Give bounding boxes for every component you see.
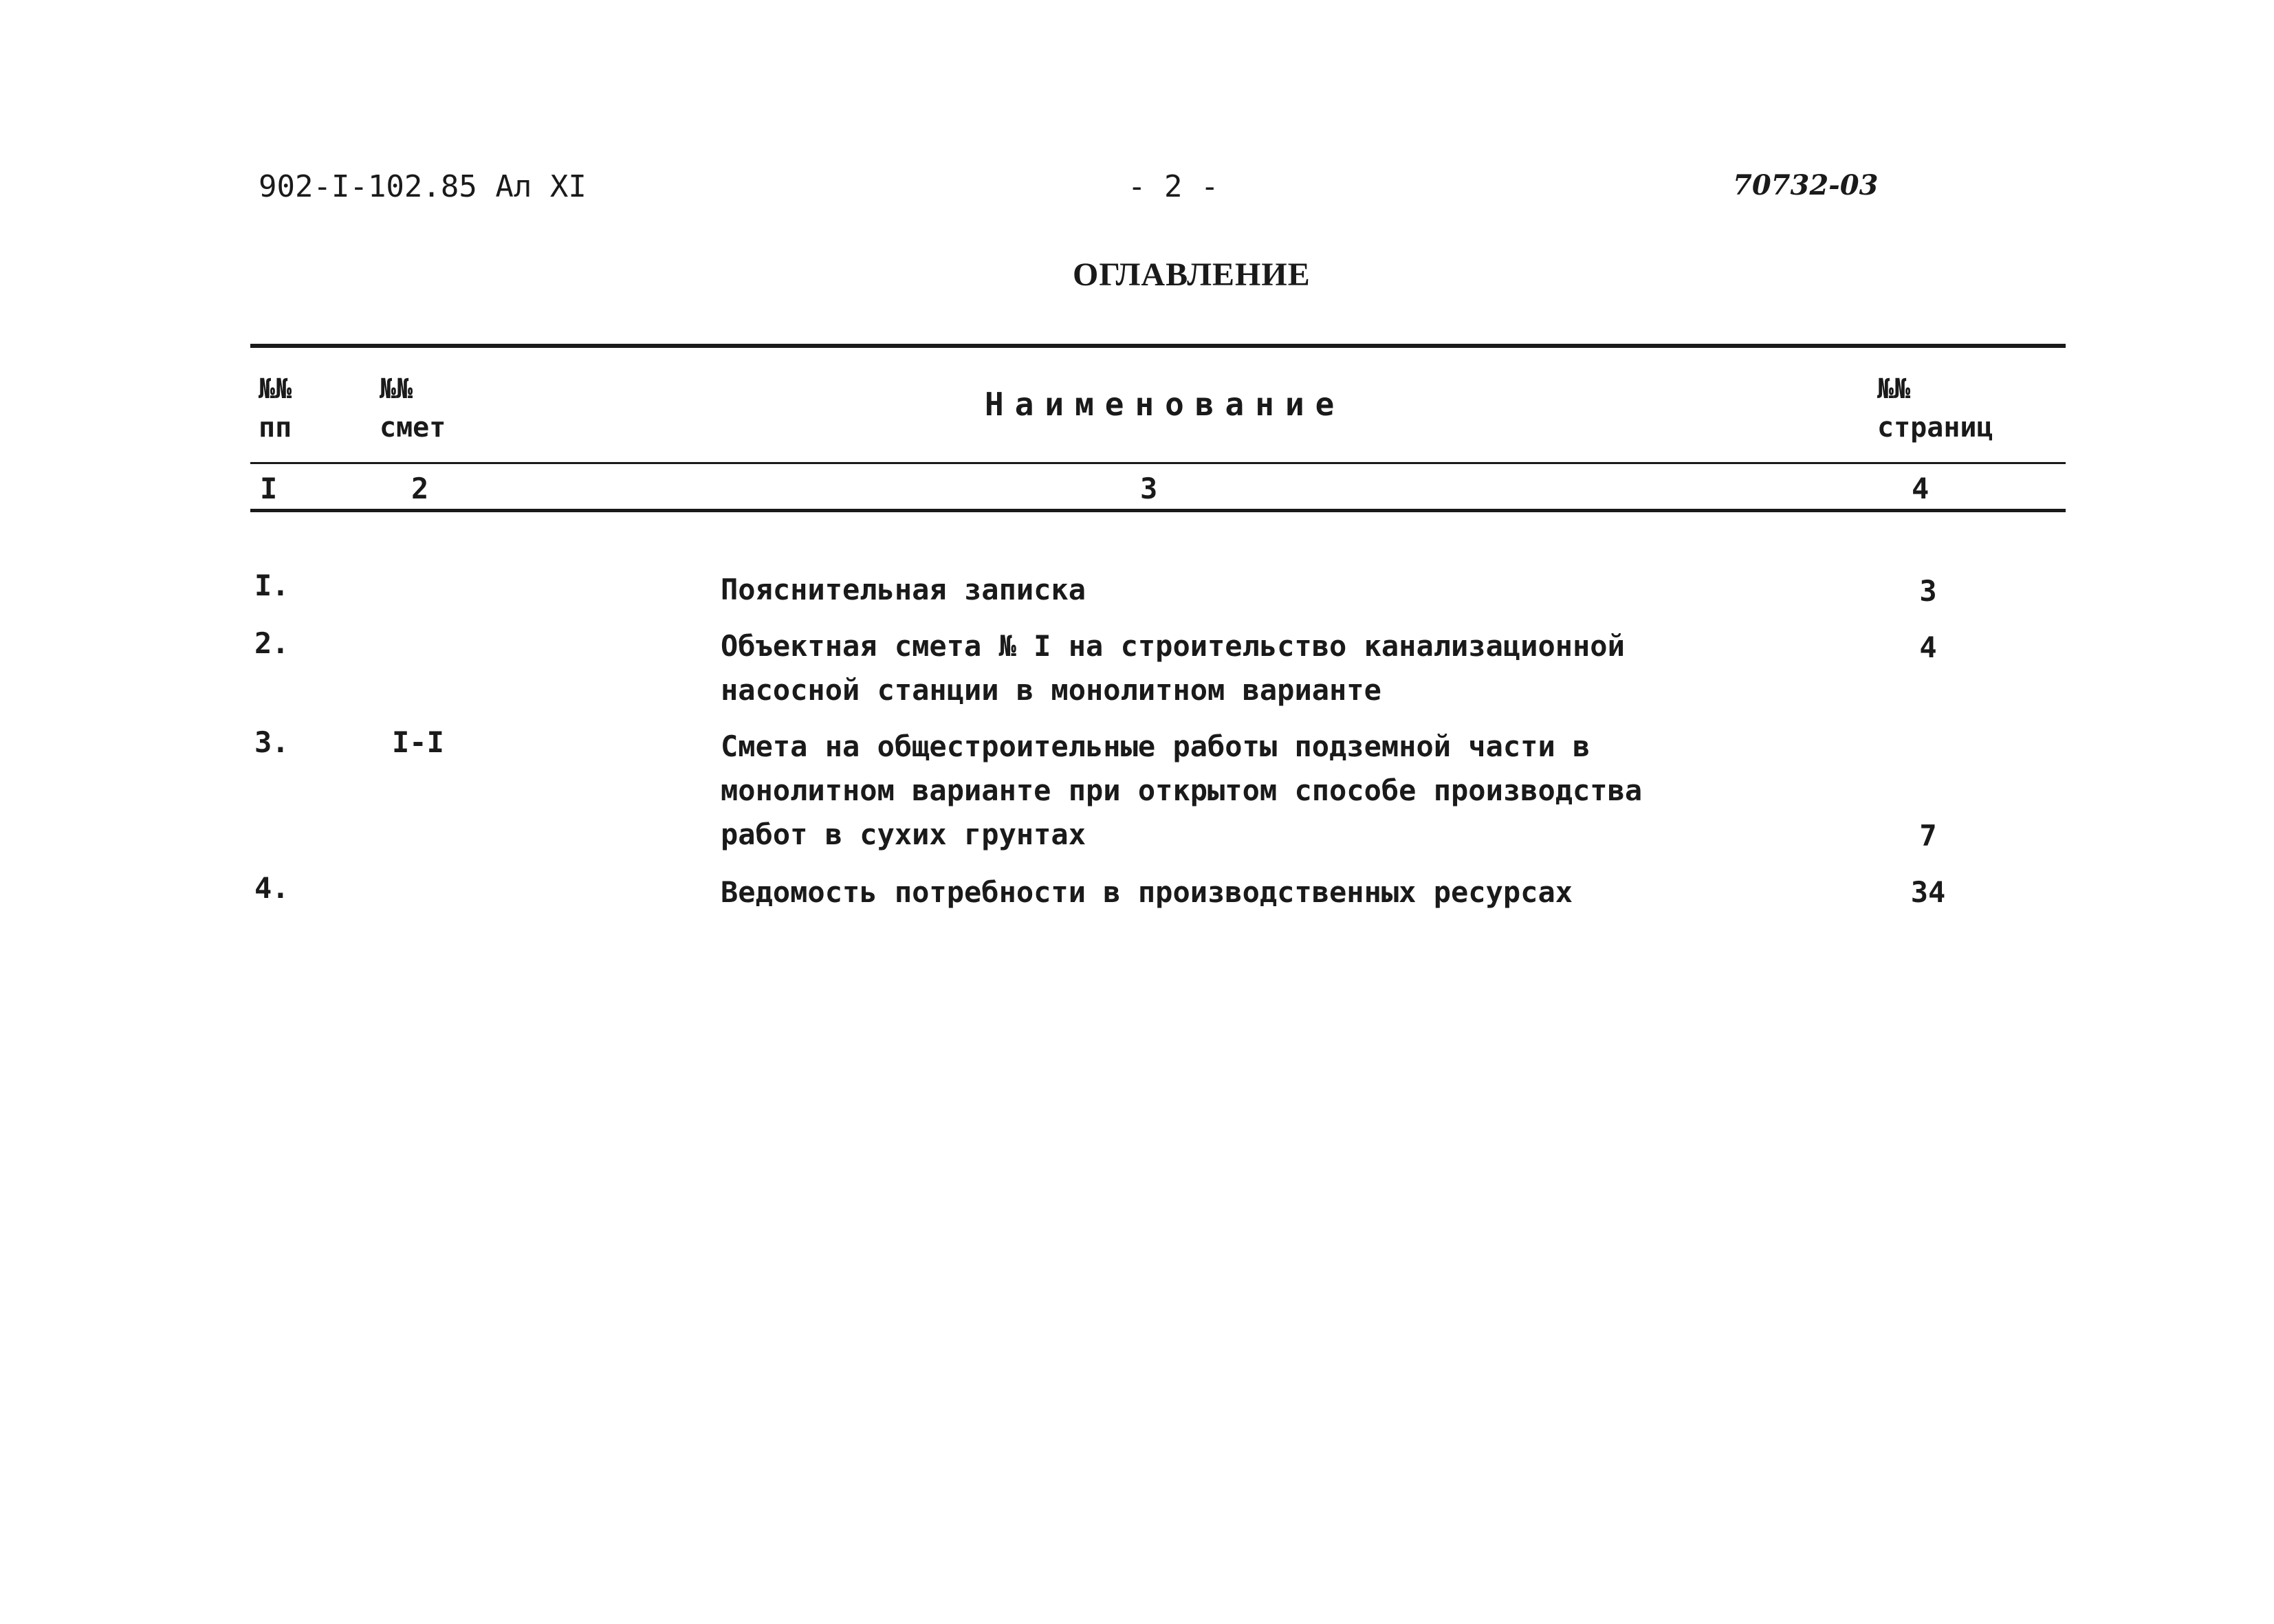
table-top-rule — [250, 344, 2066, 348]
column-header-pages: №№ страниц — [1877, 373, 1993, 443]
column-number-1: I — [260, 472, 278, 505]
row-3-number: 3. — [254, 725, 289, 759]
page-number: - 2 - — [1128, 169, 1219, 204]
row-2-name: Объектная смета № I на строительство канализационной насосной станции в монолитном варианте — [721, 629, 1625, 707]
column-header-pp: №№ пп — [259, 373, 292, 443]
column-number-3: 3 — [1140, 472, 1158, 505]
row-2-number: 2. — [254, 626, 289, 660]
column-number-4: 4 — [1912, 472, 1929, 505]
page-title: ОГЛАВЛЕНИЕ — [1073, 256, 1311, 293]
row-1-page: 3 — [1919, 574, 1937, 608]
document-code: 902-I-102.85 Ал XI — [259, 169, 587, 204]
column-header-smet: №№ смет — [380, 373, 446, 443]
row-4-page: 34 — [1910, 875, 1946, 909]
row-1-number: I. — [254, 569, 289, 602]
row-3-smeta: I-I — [392, 725, 444, 759]
column-header-name: Наименование — [985, 386, 1346, 423]
row-4-number: 4. — [254, 871, 289, 905]
inventory-number: 70732-03 — [1733, 169, 1879, 201]
row-3-page: 7 — [1919, 819, 1937, 853]
row-1-name: Пояснительная записка — [721, 573, 1086, 606]
row-3-name: Смета на общестроительные работы подземной части в монолитном варианте при открытом способе производства работ в сухих грунтах — [721, 729, 1643, 851]
column-number-rule — [250, 509, 2066, 512]
header-divider-rule — [250, 462, 2066, 464]
row-4-name: Ведомость потребности в производственных ресурсах — [721, 875, 1573, 909]
row-2-page: 4 — [1919, 630, 1937, 664]
column-number-2: 2 — [411, 472, 429, 505]
